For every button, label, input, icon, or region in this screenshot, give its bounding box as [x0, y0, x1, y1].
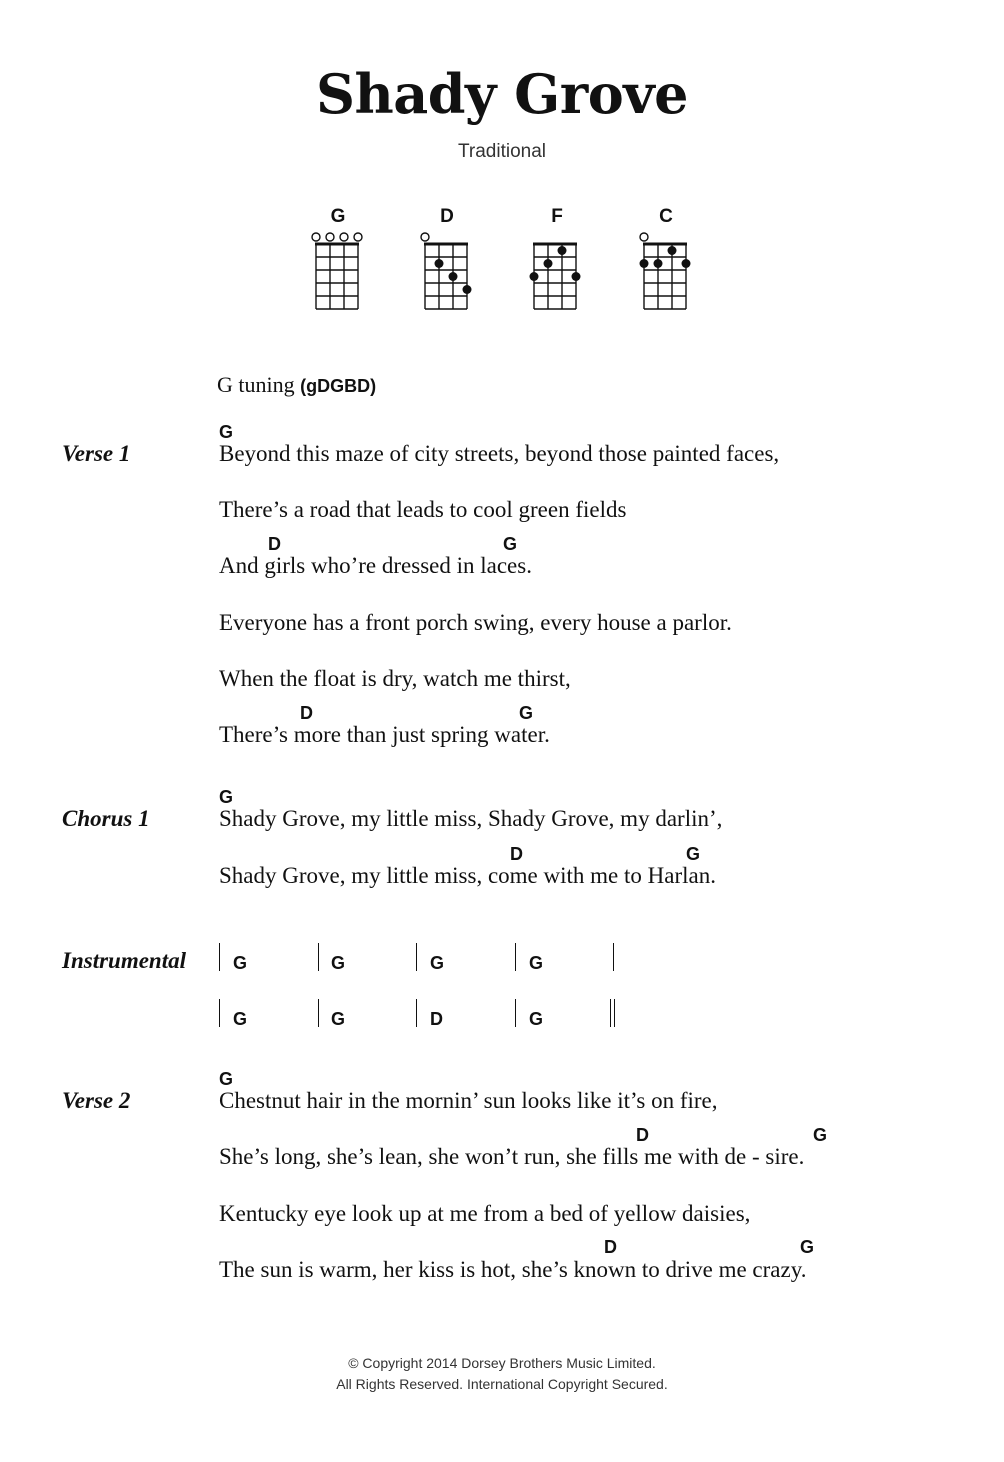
nut: [315, 243, 359, 246]
finger-dot: [530, 272, 539, 281]
nut: [643, 243, 687, 246]
chord-symbol: D: [510, 844, 523, 864]
lyric-line: Beyond this maze of city streets, beyond those painted faces,: [219, 441, 780, 466]
final-double-bar-line: [610, 999, 611, 1027]
finger-dot: [682, 259, 691, 268]
chord-symbol: G: [813, 1125, 828, 1145]
section-label-verse-2: Verse 2: [62, 1088, 131, 1113]
chord-symbol: G: [529, 953, 544, 973]
chord-symbol: D: [268, 534, 281, 554]
bar-line: [318, 943, 319, 971]
chord-diagram-name-d: D: [440, 206, 454, 227]
open-string-marker: [640, 233, 648, 241]
lyric-line: Kentucky eye look up at me from a bed of yellow daisies,: [219, 1201, 751, 1226]
tuning: [217, 372, 376, 398]
finger-dot: [654, 259, 663, 268]
bar-line: [613, 943, 614, 971]
bar-line: [515, 999, 516, 1027]
section-label-verse-1: Verse 1: [62, 441, 131, 466]
bar-line: [515, 943, 516, 971]
finger-dot: [435, 259, 444, 268]
finger-dot: [558, 246, 567, 255]
finger-dot: [463, 285, 472, 294]
final-double-bar-line: [614, 999, 615, 1027]
chord-symbol: G: [219, 787, 234, 807]
chord-symbol: D: [430, 1009, 443, 1029]
lyric-line: Shady Grove, my little miss, Shady Grove, my darlin’,: [219, 806, 723, 831]
chord-symbol: G: [529, 1009, 544, 1029]
chord-symbol: G: [800, 1237, 815, 1257]
copyright-line: © Copyright 2014 Dorsey Brothers Music Limited.: [348, 1355, 656, 1371]
open-string-marker: [312, 233, 320, 241]
tuning-notes: (gDGBD): [300, 376, 377, 396]
copyright-line: All Rights Reserved. International Copyright Secured.: [336, 1376, 668, 1392]
lyric-line: There’s more than just spring water.: [219, 722, 550, 747]
chord-symbol: D: [300, 703, 313, 723]
chord-symbol: G: [430, 953, 445, 973]
finger-dot: [668, 246, 677, 255]
finger-dot: [640, 259, 649, 268]
tuning-label: G tuning: [217, 372, 295, 397]
bar-line: [416, 943, 417, 971]
chord-symbol: G: [331, 953, 346, 973]
open-string-marker: [340, 233, 348, 241]
bar-line: [318, 999, 319, 1027]
composer: Traditional: [457, 141, 546, 162]
chord-symbol: G: [219, 1069, 234, 1089]
finger-dot: [544, 259, 553, 268]
bar-line: [219, 943, 220, 971]
chord-diagram-g: [310, 230, 366, 312]
chord-symbol: D: [636, 1125, 649, 1145]
chord-symbol: G: [519, 703, 534, 723]
lyric-line: Chestnut hair in the mornin’ sun looks like it’s on fire,: [219, 1088, 718, 1113]
chord-symbol: G: [233, 953, 248, 973]
finger-dot: [572, 272, 581, 281]
chord-diagram-name-c: C: [659, 206, 673, 227]
lyric-line: Everyone has a front porch swing, every house a parlor.: [219, 610, 732, 635]
chord-symbol: D: [604, 1237, 617, 1257]
open-string-marker: [326, 233, 334, 241]
section-label-instrumental: Instrumental: [62, 948, 186, 973]
chord-diagram-f: [528, 230, 584, 312]
finger-dot: [449, 272, 458, 281]
chord-symbol: G: [331, 1009, 346, 1029]
chord-diagram-d: [419, 230, 475, 312]
lyric-line: There’s a road that leads to cool green fields: [219, 497, 627, 522]
lyric-line: When the float is dry, watch me thirst,: [219, 666, 571, 691]
nut: [424, 243, 468, 246]
chord-diagram-name-g: G: [330, 206, 346, 227]
lyric-line: And girls who’re dressed in laces.: [219, 553, 532, 578]
bar-line: [416, 999, 417, 1027]
chord-symbol: G: [686, 844, 701, 864]
chord-diagram-name-f: F: [551, 206, 563, 227]
chord-symbol: G: [503, 534, 518, 554]
nut: [533, 243, 577, 246]
bar-line: [219, 999, 220, 1027]
open-string-marker: [421, 233, 429, 241]
lyric-line: She’s long, she’s lean, she won’t run, she fills me with de - sire.: [219, 1144, 805, 1169]
section-label-chorus-1: Chorus 1: [62, 806, 150, 831]
chord-symbol: G: [233, 1009, 248, 1029]
lyric-line: The sun is warm, her kiss is hot, she’s known to drive me crazy.: [219, 1257, 807, 1282]
lyric-line: Shady Grove, my little miss, come with me to Harlan.: [219, 863, 716, 888]
chord-diagram-c: [638, 230, 694, 312]
song-title: Shady Grove: [316, 62, 688, 126]
chord-symbol: G: [219, 422, 234, 442]
open-string-marker: [354, 233, 362, 241]
